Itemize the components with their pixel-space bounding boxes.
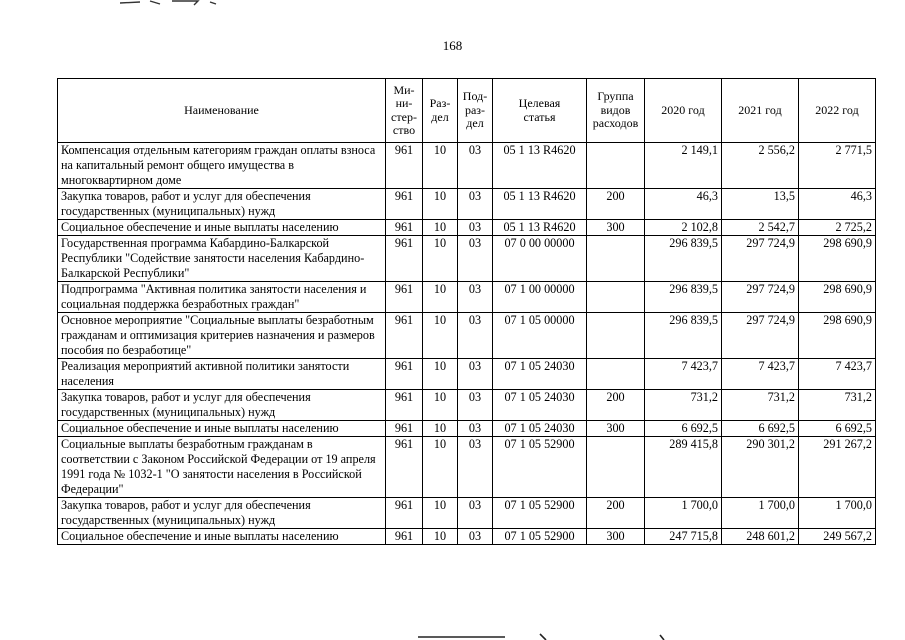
cell-target-article: 07 1 05 52900: [493, 529, 587, 545]
cell-name: Социальное обеспечение и иные выплаты населению: [58, 529, 386, 545]
table-row: [58, 421, 876, 437]
cell-section: 10: [423, 437, 458, 498]
cell-subsection: 03: [458, 189, 493, 220]
cell-target-article: 07 1 05 00000: [493, 313, 587, 359]
cell-2020: 731,2: [645, 390, 722, 421]
cell-target-article: 05 1 13 R4620: [493, 189, 587, 220]
cell-target-article: 07 1 00 00000: [493, 282, 587, 313]
cell-ministry: 961: [386, 529, 423, 545]
cell-2020: 2 102,8: [645, 220, 722, 236]
cell-2021: 2 556,2: [722, 143, 799, 189]
cell-2021: 2 542,7: [722, 220, 799, 236]
cell-2020: 46,3: [645, 189, 722, 220]
cell-expense-group: 200: [587, 390, 645, 421]
table-row: [58, 143, 876, 189]
cell-target-article: 07 1 05 24030: [493, 359, 587, 390]
cell-ministry: 961: [386, 189, 423, 220]
table-row: [58, 498, 876, 529]
header-name: [58, 79, 386, 143]
header-target-text: Целевая статья: [518, 96, 561, 124]
cell-expense-group: [587, 313, 645, 359]
header-target-article: [493, 79, 587, 143]
cell-ministry: 961: [386, 390, 423, 421]
cell-name: Закупка товаров, работ и услуг для обеспечения государственных (муниципальных) нужд: [58, 189, 386, 220]
cell-expense-group: [587, 143, 645, 189]
cell-target-article: 05 1 13 R4620: [493, 143, 587, 189]
table-row: [58, 220, 876, 236]
cell-2021: 248 601,2: [722, 529, 799, 545]
cell-expense-group: 200: [587, 189, 645, 220]
cell-2022: 731,2: [799, 390, 876, 421]
header-2020-text: 2020 год: [661, 102, 705, 117]
header-expense-group: [587, 79, 645, 143]
cell-subsection: 03: [458, 390, 493, 421]
cell-2021: 13,5: [722, 189, 799, 220]
cell-subsection: 03: [458, 236, 493, 282]
cell-2022: 6 692,5: [799, 421, 876, 437]
header-ministry: [386, 79, 423, 143]
table-row: [58, 236, 876, 282]
cell-name: Реализация мероприятий активной политики занятости населения: [58, 359, 386, 390]
scan-artifact-top: [120, 0, 270, 6]
page-number: 168: [442, 38, 463, 53]
cell-section: 10: [423, 282, 458, 313]
cell-2020: 247 715,8: [645, 529, 722, 545]
cell-2022: 291 267,2: [799, 437, 876, 498]
cell-ministry: 961: [386, 282, 423, 313]
cell-subsection: 03: [458, 282, 493, 313]
cell-section: 10: [423, 220, 458, 236]
cell-2020: 1 700,0: [645, 498, 722, 529]
cell-target-article: 07 1 05 24030: [493, 390, 587, 421]
cell-target-article: 07 1 05 52900: [493, 437, 587, 498]
cell-section: 10: [423, 359, 458, 390]
cell-section: 10: [423, 421, 458, 437]
cell-2022: 7 423,7: [799, 359, 876, 390]
cell-2022: 46,3: [799, 189, 876, 220]
cell-2020: 296 839,5: [645, 282, 722, 313]
cell-2021: 297 724,9: [722, 236, 799, 282]
table-row: [58, 437, 876, 498]
cell-target-article: 07 1 05 52900: [493, 498, 587, 529]
cell-name: Подпрограмма "Активная политика занятости населения и социальная поддержка безработных граждан": [58, 282, 386, 313]
header-ministry-text: Ми- ни- стер- ство: [391, 82, 417, 137]
cell-section: 10: [423, 390, 458, 421]
cell-ministry: 961: [386, 359, 423, 390]
cell-expense-group: 200: [587, 498, 645, 529]
cell-ministry: 961: [386, 143, 423, 189]
cell-2021: 7 423,7: [722, 359, 799, 390]
cell-ministry: 961: [386, 220, 423, 236]
cell-subsection: 03: [458, 498, 493, 529]
cell-name: Закупка товаров, работ и услуг для обеспечения государственных (муниципальных) нужд: [58, 498, 386, 529]
header-section: [423, 79, 458, 143]
table-row: [58, 390, 876, 421]
cell-expense-group: 300: [587, 220, 645, 236]
cell-2022: 298 690,9: [799, 282, 876, 313]
cell-ministry: 961: [386, 236, 423, 282]
cell-subsection: 03: [458, 359, 493, 390]
cell-section: 10: [423, 189, 458, 220]
header-group-text: Группа видов расходов: [592, 89, 639, 131]
cell-name: Государственная программа Кабардино-Балкарской Республики "Содействие занятости населения Кабардино-Балкарской Республики": [58, 236, 386, 282]
cell-2021: 1 700,0: [722, 498, 799, 529]
cell-section: 10: [423, 498, 458, 529]
cell-section: 10: [423, 143, 458, 189]
cell-name: Основное мероприятие "Социальные выплаты безработным гражданам и оптимизация критериев назначения и размеров пособия по безработице": [58, 313, 386, 359]
cell-name: Социальное обеспечение и иные выплаты населению: [58, 220, 386, 236]
cell-2020: 2 149,1: [645, 143, 722, 189]
header-2022-text: 2022 год: [815, 102, 859, 117]
cell-2020: 7 423,7: [645, 359, 722, 390]
cell-ministry: 961: [386, 313, 423, 359]
cell-section: 10: [423, 236, 458, 282]
cell-name: Компенсация отдельным категориям граждан оплаты взноса на капитальный ремонт общего имущества в многоквартирном доме: [58, 143, 386, 189]
cell-expense-group: 300: [587, 421, 645, 437]
cell-2022: 1 700,0: [799, 498, 876, 529]
cell-2021: 290 301,2: [722, 437, 799, 498]
table-row: [58, 529, 876, 545]
cell-2020: 296 839,5: [645, 313, 722, 359]
cell-2022: 2 725,2: [799, 220, 876, 236]
cell-2020: 296 839,5: [645, 236, 722, 282]
cell-subsection: 03: [458, 421, 493, 437]
cell-ministry: 961: [386, 421, 423, 437]
table-header-row: [58, 79, 876, 143]
budget-table: [57, 78, 876, 545]
cell-2021: 297 724,9: [722, 313, 799, 359]
cell-2020: 289 415,8: [645, 437, 722, 498]
header-2021-text: 2021 год: [738, 102, 782, 117]
cell-subsection: 03: [458, 437, 493, 498]
cell-ministry: 961: [386, 498, 423, 529]
cell-subsection: 03: [458, 313, 493, 359]
cell-subsection: 03: [458, 143, 493, 189]
header-subsection-text: Под- раз- дел: [462, 89, 488, 131]
header-2022: [799, 79, 876, 143]
cell-subsection: 03: [458, 529, 493, 545]
cell-2022: 2 771,5: [799, 143, 876, 189]
cell-target-article: 07 0 00 00000: [493, 236, 587, 282]
cell-target-article: 07 1 05 24030: [493, 421, 587, 437]
cell-section: 10: [423, 313, 458, 359]
cell-2020: 6 692,5: [645, 421, 722, 437]
cell-ministry: 961: [386, 437, 423, 498]
header-subsection: [458, 79, 493, 143]
scan-artifact-bottom: [0, 628, 905, 640]
cell-expense-group: 300: [587, 529, 645, 545]
cell-target-article: 05 1 13 R4620: [493, 220, 587, 236]
table-row: [58, 282, 876, 313]
cell-2021: 297 724,9: [722, 282, 799, 313]
header-2021: [722, 79, 799, 143]
header-section-text: Раз- дел: [429, 96, 451, 124]
cell-section: 10: [423, 529, 458, 545]
cell-2022: 298 690,9: [799, 236, 876, 282]
cell-name: Социальное обеспечение и иные выплаты населению: [58, 421, 386, 437]
cell-subsection: 03: [458, 220, 493, 236]
cell-2022: 298 690,9: [799, 313, 876, 359]
cell-expense-group: [587, 437, 645, 498]
cell-expense-group: [587, 359, 645, 390]
header-2020: [645, 79, 722, 143]
cell-expense-group: [587, 236, 645, 282]
cell-2022: 249 567,2: [799, 529, 876, 545]
table-row: [58, 189, 876, 220]
cell-name: Социальные выплаты безработным гражданам в соответствии с Законом Российской Федерации от 19 апреля 1991 года № 1032-1 "О занятости населения в Российской Федерации": [58, 437, 386, 498]
cell-2021: 731,2: [722, 390, 799, 421]
cell-2021: 6 692,5: [722, 421, 799, 437]
cell-expense-group: [587, 282, 645, 313]
table-row: [58, 359, 876, 390]
table-row: [58, 313, 876, 359]
header-name-text: Наименование: [184, 102, 259, 117]
cell-name: Закупка товаров, работ и услуг для обеспечения государственных (муниципальных) нужд: [58, 390, 386, 421]
